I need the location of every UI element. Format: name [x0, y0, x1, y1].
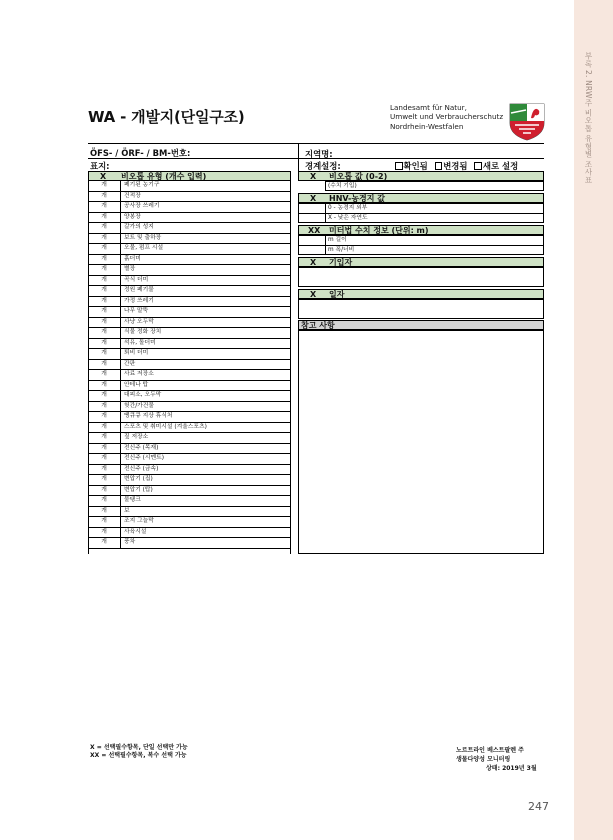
biotope-type-name: 별장	[124, 266, 136, 272]
count-cell[interactable]: 개	[88, 423, 121, 433]
table-row	[88, 412, 291, 423]
table-row	[88, 465, 291, 476]
count-cell[interactable]: 개	[88, 223, 121, 233]
required-mark: X	[310, 289, 317, 299]
option-new[interactable]	[474, 161, 518, 171]
biotope-type-name: 나무 말뚝	[124, 308, 149, 314]
biotope-type-name: 갈가의 성지	[124, 224, 154, 230]
biotope-type-name: 보	[124, 507, 130, 514]
count-cell[interactable]: 개	[88, 507, 121, 517]
biotope-type-name: 헛간/가건물	[124, 402, 154, 409]
count-cell[interactable]: 개	[88, 433, 121, 443]
biotope-type-name: 폐기된 농기구	[124, 182, 160, 188]
option-label: 새로 설정	[482, 161, 519, 171]
count-cell[interactable]: 개	[88, 496, 121, 506]
biotope-type-name: 땡큐큐 지상 휴식처	[124, 413, 173, 419]
biotope-type-name: 보트 및 출하장	[124, 234, 162, 241]
count-cell[interactable]: 개	[88, 528, 121, 538]
boundary-label: 경계설정:	[305, 161, 341, 171]
table-row	[88, 454, 291, 465]
footer-status: 상태: 2019년 3월	[486, 765, 537, 773]
biotope-type-name: 흙더미	[124, 255, 141, 262]
biotope-type-name: 대피소, 오두막	[124, 392, 162, 398]
hnv-option[interactable]: 0 - 농경지 외부	[328, 205, 368, 211]
table-row	[88, 276, 291, 287]
agency-line: Landesamt für Natur,	[390, 103, 467, 112]
legend	[90, 744, 188, 759]
hnv-option[interactable]: X - 낮은 자연도	[328, 215, 368, 221]
biotope-type-name: 변압기 (탑)	[124, 486, 153, 493]
count-cell[interactable]: 개	[88, 465, 121, 475]
count-cell[interactable]: 개	[88, 297, 121, 307]
legend-line: XX = 선택필수항목, 복수 선택 가능	[90, 751, 187, 759]
biotope-type-name: 풍차	[124, 539, 136, 545]
biotope-type-name: 전신주 (목재)	[124, 444, 159, 451]
biotope-type-name: 조지 그늘막	[124, 518, 154, 524]
checkbox[interactable]	[395, 162, 403, 170]
table-row	[88, 202, 291, 213]
count-cell[interactable]: 개	[88, 391, 121, 401]
title-divider	[88, 143, 544, 144]
table-row	[88, 507, 291, 518]
biotope-type-table	[88, 181, 291, 549]
table-row	[88, 517, 291, 528]
meter-info-header	[298, 225, 544, 235]
required-mark: X	[310, 193, 317, 203]
table-row	[88, 475, 291, 486]
section-label: 비오톱 유형 (개수 입력)	[121, 171, 207, 181]
table-row	[88, 181, 291, 192]
biotope-type-name: 식물 정화 장치	[124, 329, 162, 335]
count-cell[interactable]: 개	[88, 349, 121, 359]
count-cell[interactable]: 개	[88, 307, 121, 317]
section-label: 비오톱 값 (0-2)	[329, 171, 388, 181]
option-label: 확인됨	[403, 161, 428, 171]
notes-field[interactable]	[298, 330, 544, 554]
date-field[interactable]	[298, 299, 544, 319]
width-field[interactable]: m 폭/너비	[328, 247, 355, 253]
table-row	[88, 370, 291, 381]
option-confirmed[interactable]	[395, 161, 428, 171]
table-row	[88, 297, 291, 308]
count-cell[interactable]: 개	[88, 412, 121, 422]
count-cell[interactable]: 개	[88, 276, 121, 286]
count-cell[interactable]: 개	[88, 328, 121, 338]
count-cell[interactable]: 개	[88, 234, 121, 244]
hnv-value-header	[298, 193, 544, 203]
table-row	[88, 381, 291, 392]
footer-info	[456, 746, 537, 774]
checkbox[interactable]	[435, 162, 443, 170]
ofs-number-label: ÖFS- / ÖRF- / BM-번호:	[90, 148, 191, 158]
biotope-type-name: 전신주 (시멘트)	[124, 455, 164, 461]
count-cell[interactable]: 개	[88, 286, 121, 296]
footer-line: 생물다양성 모니터링	[456, 756, 511, 764]
required-mark: X	[100, 171, 107, 181]
footer-line: 노르트라인 베스트팔렌 주	[456, 747, 524, 754]
table-row	[88, 391, 291, 402]
table-row	[88, 192, 291, 203]
count-cell[interactable]: 개	[88, 360, 121, 370]
agency-line: Umwelt und Verbraucherschutz	[390, 112, 504, 122]
biotope-type-name: 안테나 탑	[124, 381, 149, 388]
option-label: 변경됨	[443, 161, 468, 171]
table-row	[88, 444, 291, 455]
required-mark: XX	[308, 225, 321, 235]
biotope-type-name: 곡식 더미	[124, 276, 149, 283]
biotope-type-name: 짚 저장소	[124, 434, 149, 440]
section-label: 참고 사항	[301, 320, 335, 330]
biotope-type-name: 스포츠 및 취미시설 (겨울스포츠)	[124, 423, 207, 430]
table-row	[88, 423, 291, 434]
biotope-type-name: 퇴비 더미	[124, 350, 149, 356]
section-label: 기입자	[329, 257, 353, 267]
table-row	[88, 538, 291, 549]
count-cell[interactable]: 개	[88, 486, 121, 496]
count-cell[interactable]: 개	[88, 444, 121, 454]
table-row	[88, 528, 291, 539]
biotope-type-name: 석유, 돌더미	[124, 339, 156, 346]
legend-line: X = 선택필수항목, 단일 선택만 가능	[90, 744, 188, 751]
table-row	[88, 265, 291, 276]
count-cell[interactable]: 개	[88, 318, 121, 328]
biotope-value-field[interactable]	[325, 181, 544, 191]
region-name-label: 지역명:	[305, 149, 333, 159]
section-label: 일자	[329, 289, 345, 299]
biotope-type-name: 공사장 쓰레기	[124, 203, 160, 209]
count-cell[interactable]: 개	[88, 339, 121, 349]
table-row	[88, 339, 291, 350]
biotope-value-header	[298, 171, 544, 181]
mark-label: 표지:	[90, 161, 110, 171]
table-row	[88, 307, 291, 318]
count-cell[interactable]: 개	[88, 454, 121, 464]
count-cell[interactable]: 개	[88, 370, 121, 380]
side-label: 부록 2. NRW주 비오톱 유형별 조사표	[584, 52, 593, 184]
biotope-type-name: 사료 저장소	[124, 371, 154, 377]
count-cell[interactable]: 개	[88, 265, 121, 275]
biotope-type-name: 가정 쓰레기	[124, 297, 154, 304]
biotope-type-name: 사냥 오두막	[124, 318, 154, 325]
table-row	[88, 255, 291, 266]
biotope-type-name: 건적장	[124, 192, 141, 199]
length-field[interactable]: m 길이	[328, 237, 347, 243]
count-cell[interactable]: 개	[88, 202, 121, 212]
table-row	[88, 402, 291, 413]
table-row	[88, 234, 291, 245]
option-changed[interactable]	[435, 161, 468, 171]
biotope-type-name: 사육시설	[124, 528, 147, 535]
biotope-type-name: 간판	[124, 360, 136, 367]
table-row	[88, 360, 291, 371]
section-label: 미터법 수치 정보 (단위: m)	[329, 225, 429, 235]
section-label: HNV-농경지 값	[329, 193, 386, 203]
count-cell[interactable]: 개	[88, 381, 121, 391]
biotope-type-name: 변압기 (집)	[124, 476, 153, 482]
table-row	[88, 213, 291, 224]
biotope-type-name: 전신주 (금속)	[124, 465, 159, 472]
table-row	[88, 286, 291, 297]
biotope-type-name: 물탱크	[124, 497, 141, 503]
count-cell[interactable]: 개	[88, 517, 121, 527]
divider	[88, 158, 544, 159]
biotope-type-name: 오물, 펌프 시설	[124, 245, 164, 251]
checkbox[interactable]	[474, 162, 482, 170]
count-cell[interactable]: 개	[88, 181, 121, 191]
recorder-header	[298, 257, 544, 267]
count-cell[interactable]: 개	[88, 538, 121, 548]
biotope-type-name: 정원 폐기물	[124, 287, 154, 293]
table-row	[88, 496, 291, 507]
divider	[298, 143, 299, 171]
nrw-crest-icon	[509, 103, 545, 141]
notes-header	[298, 320, 544, 330]
biotope-type-name: 양봉장	[124, 213, 141, 220]
table-row	[88, 328, 291, 339]
page-number: 247	[528, 800, 549, 813]
table-row	[88, 349, 291, 360]
count-cell[interactable]: 개	[88, 244, 121, 254]
agency-line: Nordrhein-Westfalen	[390, 121, 464, 131]
page-title: WA - 개발지(단일구조)	[88, 108, 245, 126]
required-mark: X	[310, 257, 317, 267]
biotope-type-header	[88, 171, 291, 181]
table-row	[88, 244, 291, 255]
table-row	[88, 223, 291, 234]
count-cell[interactable]: 개	[88, 475, 121, 485]
table-row	[88, 433, 291, 444]
table-row	[88, 486, 291, 497]
count-cell[interactable]: 개	[88, 402, 121, 412]
count-cell[interactable]: 개	[88, 192, 121, 202]
field-hint: (수치 기입)	[328, 183, 357, 189]
table-row	[88, 318, 291, 329]
recorder-field[interactable]	[298, 267, 544, 287]
required-mark: X	[310, 171, 317, 181]
count-cell[interactable]: 개	[88, 213, 121, 223]
agency-name	[390, 103, 503, 131]
date-header	[298, 289, 544, 299]
count-cell[interactable]: 개	[88, 255, 121, 265]
